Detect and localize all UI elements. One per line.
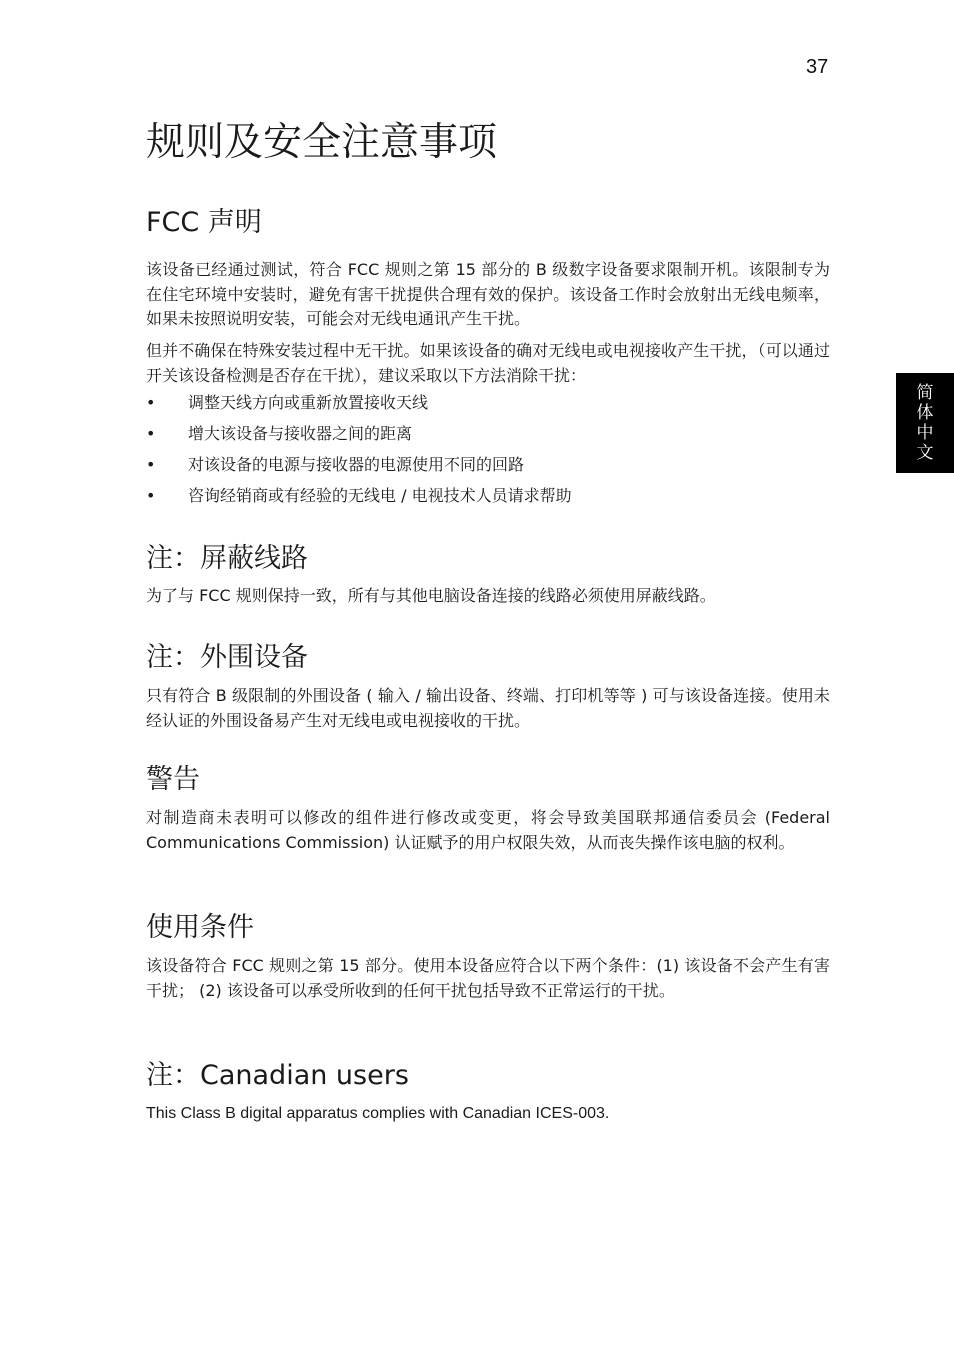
language-tab-char: 体 [916, 403, 934, 423]
language-tab-char: 简 [916, 383, 934, 403]
bullet-icon: • [146, 486, 156, 505]
fcc-paragraph-2: 但并不确保在特殊安装过程中无干扰。如果该设备的确对无线电或电视接收产生干扰，（可以通过开关该设备检测是否存在干扰），建议采取以下方法消除干扰： [146, 341, 830, 385]
list-item-text: 对该设备的电源与接收器的电源使用不同的回路 [188, 455, 525, 474]
page-number: 37 [806, 56, 829, 78]
bullet-icon: • [146, 455, 156, 474]
list-item [146, 390, 830, 421]
list-item-text: 咨询经销商或有经验的无线电 / 电视技术人员请求帮助 [188, 486, 572, 505]
list-item [146, 483, 830, 514]
shielded-text: 为了与 FCC 规则保持一致，所有与其他电脑设备连接的线路必须使用屏蔽线路。 [146, 586, 716, 605]
fcc-heading: FCC 声明 [146, 207, 262, 238]
conditions-text: 该设备符合 FCC 规则之第 15 部分。使用本设备应符合以下两个条件：(1) 该设备不会产生有害干扰； (2) 该设备可以承受所收到的任何干扰包括导致不正常运行的干扰。 [146, 956, 830, 1000]
bullet-icon: • [146, 393, 156, 412]
language-tab-char: 中 [916, 423, 934, 443]
list-item [146, 421, 830, 452]
language-tab [896, 373, 954, 473]
language-tab-char: 文 [916, 443, 934, 463]
bullet-icon: • [146, 424, 156, 443]
shielded-heading: 注：屏蔽线路 [146, 543, 308, 574]
list-item-text: 增大该设备与接收器之间的距离 [188, 424, 413, 443]
peripheral-text: 只有符合 B 级限制的外围设备 ( 输入 / 输出设备、终端、打印机等等 ) 可与该设备连接。使用未经认证的外围设备易产生对无线电或电视接收的干扰。 [146, 686, 830, 730]
canadian-heading: 注：Canadian users [146, 1060, 409, 1091]
page-title: 规则及安全注意事项 [146, 120, 498, 165]
peripheral-heading: 注：外围设备 [146, 642, 308, 673]
warning-heading: 警告 [146, 764, 200, 795]
warning-text: 对制造商未表明可以修改的组件进行修改或变更，将会导致美国联邦通信委员会 (Federal Communications Commission) 认证赋予的用户权限失效，从而丧失操作该电脑的权利。 [146, 808, 830, 852]
list-item-text: 调整天线方向或重新放置接收天线 [188, 393, 429, 412]
fcc-remedy-list [146, 390, 830, 514]
list-item [146, 452, 830, 483]
fcc-paragraph-1: 该设备已经通过测试，符合 FCC 规则之第 15 部分的 B 级数字设备要求限制开机。该限制专为在住宅环境中安装时，避免有害干扰提供合理有效的保护。该设备工作时会放射出无线电频率，如果未按照说明安装，可能会对无线电通讯产生干扰。 [146, 260, 830, 328]
canadian-text: This Class B digital apparatus complies with Canadian ICES-003. [146, 1105, 610, 1122]
conditions-heading: 使用条件 [146, 912, 254, 943]
